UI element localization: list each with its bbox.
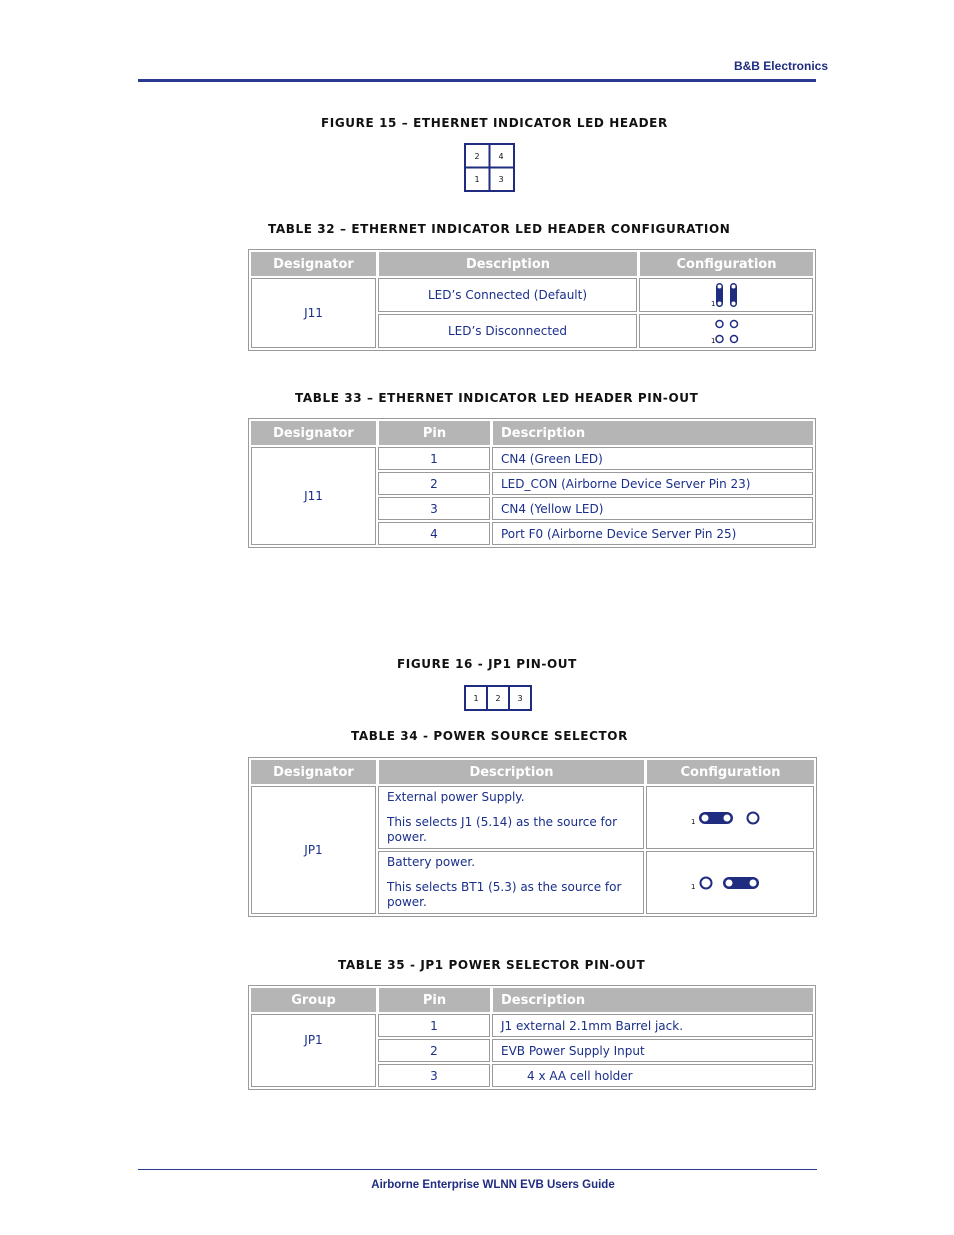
figure16-jp1-diagram xyxy=(464,685,532,711)
table34-row1-line1: External power Supply. xyxy=(387,790,525,804)
fig16-pin-3: 3 xyxy=(517,694,523,703)
jumpers-connected-icon xyxy=(706,280,746,310)
table34 xyxy=(248,757,817,917)
table35-group: JP1 xyxy=(251,1014,376,1087)
table33-row3-description: CN4 (Yellow LED) xyxy=(492,497,813,520)
jumper-pins-2-3-icon xyxy=(690,873,770,893)
table34-row1-line2: This selects J1 (5.14) as the source for power. xyxy=(387,815,618,844)
table-row xyxy=(251,1014,813,1037)
table32-designator: J11 xyxy=(251,278,376,348)
table35-caption: TABLE 35 - JP1 POWER SELECTOR PIN-OUT xyxy=(338,958,646,972)
fig16-pin-2: 2 xyxy=(495,694,501,703)
table33-header-description: Description xyxy=(492,421,813,445)
fig15-pin-4: 4 xyxy=(498,152,504,161)
table34-row2-config xyxy=(646,851,814,914)
table34-header-configuration: Configuration xyxy=(646,760,814,784)
table33-caption: TABLE 33 – ETHERNET INDICATOR LED HEADER PIN-OUT xyxy=(295,391,699,405)
table34-caption: TABLE 34 - POWER SOURCE SELECTOR xyxy=(351,729,628,743)
svg-text:1: 1 xyxy=(691,882,696,891)
table32-row2-config xyxy=(639,314,813,348)
table35-header-description: Description xyxy=(492,988,813,1012)
figure16-caption: FIGURE 16 - JP1 PIN-OUT xyxy=(397,657,577,671)
fig15-pin-3: 3 xyxy=(498,175,504,184)
table33-row4-description: Port F0 (Airborne Device Server Pin 25) xyxy=(492,522,813,545)
table32 xyxy=(248,249,816,351)
fig15-pin-2: 2 xyxy=(474,152,480,161)
table34-designator: JP1 xyxy=(251,786,376,914)
table33-row3-pin: 3 xyxy=(378,497,490,520)
table32-caption: TABLE 32 – ETHERNET INDICATOR LED HEADER CONFIGURATION xyxy=(268,222,731,236)
table32-header-designator: Designator xyxy=(251,252,376,276)
svg-text:1: 1 xyxy=(711,300,716,308)
svg-text:1: 1 xyxy=(711,337,716,345)
fig15-pin-1: 1 xyxy=(474,175,480,184)
table-row xyxy=(251,447,813,470)
table34-row2-description xyxy=(378,851,644,914)
table35 xyxy=(248,985,816,1090)
table33 xyxy=(248,418,816,548)
table33-row1-description: CN4 (Green LED) xyxy=(492,447,813,470)
table32-header-description: Description xyxy=(378,252,637,276)
fig16-pin-1: 1 xyxy=(473,694,479,703)
table-row xyxy=(251,786,814,849)
jumpers-disconnected-icon xyxy=(706,316,746,346)
table33-row4-pin: 4 xyxy=(378,522,490,545)
table32-row2-description: LED’s Disconnected xyxy=(378,314,637,348)
table33-row1-pin: 1 xyxy=(378,447,490,470)
table35-row3-description: 4 x AA cell holder xyxy=(492,1064,813,1087)
table35-row2-pin: 2 xyxy=(378,1039,490,1062)
table35-row3-pin: 3 xyxy=(378,1064,490,1087)
table35-row1-description: J1 external 2.1mm Barrel jack. xyxy=(492,1014,813,1037)
table32-row1-config xyxy=(639,278,813,312)
footer-title: Airborne Enterprise WLNN EVB Users Guide xyxy=(371,1179,615,1191)
table-row xyxy=(251,278,813,312)
table35-header-group: Group xyxy=(251,988,376,1012)
jumper-pins-1-2-icon xyxy=(690,808,770,828)
table34-row1-config xyxy=(646,786,814,849)
table35-row1-pin: 1 xyxy=(378,1014,490,1037)
table34-row1-description xyxy=(378,786,644,849)
table32-row1-description: LED’s Connected (Default) xyxy=(378,278,637,312)
header-rule xyxy=(138,79,816,82)
footer-rule xyxy=(138,1169,817,1170)
table34-row2-line2: This selects BT1 (5.3) as the source for power. xyxy=(387,880,622,909)
svg-text:1: 1 xyxy=(691,817,696,826)
header-company: B&B Electronics xyxy=(733,59,828,73)
figure15-led-header-diagram xyxy=(464,143,515,192)
table33-designator: J11 xyxy=(251,447,376,545)
table33-row2-pin: 2 xyxy=(378,472,490,495)
table33-header-pin: Pin xyxy=(378,421,490,445)
table32-header-configuration: Configuration xyxy=(639,252,813,276)
table35-header-pin: Pin xyxy=(378,988,490,1012)
table35-row2-description: EVB Power Supply Input xyxy=(492,1039,813,1062)
table34-row2-line1: Battery power. xyxy=(387,855,476,869)
table33-row2-description: LED_CON (Airborne Device Server Pin 23) xyxy=(492,472,813,495)
figure15-caption: FIGURE 15 – ETHERNET INDICATOR LED HEADER xyxy=(321,116,668,130)
table34-header-designator: Designator xyxy=(251,760,376,784)
table34-header-description: Description xyxy=(378,760,644,784)
table33-header-designator: Designator xyxy=(251,421,376,445)
